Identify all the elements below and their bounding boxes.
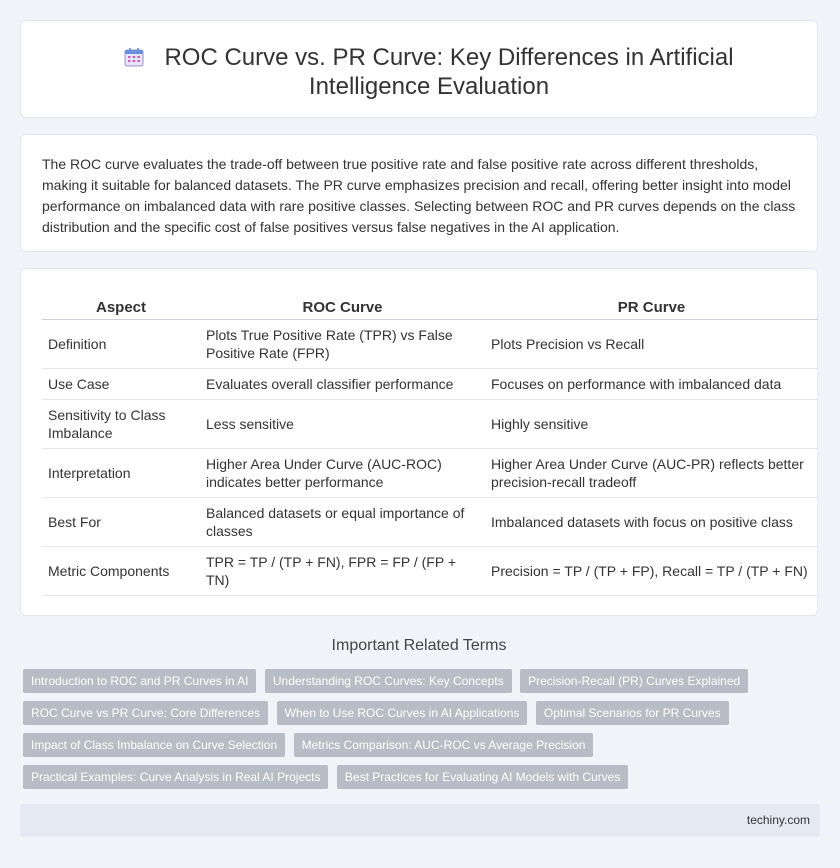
table-cell: Higher Area Under Curve (AUC-PR) reflects better precision-recall tradeoff [485,449,818,498]
footer-brand[interactable]: techiny.com [746,813,810,827]
related-tag[interactable]: Impact of Class Imbalance on Curve Selection [23,733,285,757]
related-tag[interactable]: Best Practices for Evaluating AI Models with Curves [337,765,628,789]
related-tag[interactable]: ROC Curve vs PR Curve: Core Differences [23,701,268,725]
page-title-wrap [61,43,797,101]
table-cell: Precision = TP / (TP + FP), Recall = TP / (TP + FN) [485,547,818,596]
table-cell: Balanced datasets or equal importance of classes [200,498,485,547]
header-roc: ROC Curve [200,295,485,320]
table-cell: Evaluates overall classifier performance [200,369,485,400]
table-row [42,320,818,369]
table-cell: Higher Area Under Curve (AUC-ROC) indicates better performance [200,449,485,498]
footer [20,804,820,837]
intro-card [20,134,818,252]
related-terms-tags [23,669,813,797]
table-cell: Imbalanced datasets with focus on positive class [485,498,818,547]
related-tag[interactable]: Precision-Recall (PR) Curves Explained [520,669,748,693]
header-pr: PR Curve [485,295,818,320]
related-tag[interactable]: Optimal Scenarios for PR Curves [536,701,729,725]
title-card [20,20,818,118]
related-tag[interactable]: Understanding ROC Curves: Key Concepts [265,669,512,693]
related-tag[interactable]: Introduction to ROC and PR Curves in AI [23,669,256,693]
calendar-icon [124,47,144,67]
intro-paragraph: The ROC curve evaluates the trade-off between true positive rate and false positive rate across different thresholds, making it suitable for balanced datasets. The PR curve emphasizes precision and recall, offering better insight into model performance on imbalanced data with rare positive classes. Selecting between ROC and PR curves depends on the class distribution and the specific cost of false positives versus false negatives in the AI application. [42,156,796,235]
related-tag[interactable]: Practical Examples: Curve Analysis in Real AI Projects [23,765,328,789]
table-cell: Definition [42,320,200,369]
table-cell: Sensitivity to Class Imbalance [42,400,200,449]
tag-row [23,669,813,701]
table-cell: Less sensitive [200,400,485,449]
table-header-row [42,295,818,320]
table-cell: Highly sensitive [485,400,818,449]
table-cell: Interpretation [42,449,200,498]
table-cell: Plots True Positive Rate (TPR) vs False Positive Rate (FPR) [200,320,485,369]
table-row [42,400,818,449]
table-cell: TPR = TP / (TP + FN), FPR = FP / (FP + TN) [200,547,485,596]
header-aspect: Aspect [42,295,200,320]
table-cell: Use Case [42,369,200,400]
table-row [42,369,818,400]
table-row [42,547,818,596]
tag-row [23,733,813,765]
comparison-table-card [20,268,818,616]
table-cell: Plots Precision vs Recall [485,320,818,369]
table-cell: Focuses on performance with imbalanced data [485,369,818,400]
page-title: ROC Curve vs. PR Curve: Key Differences in Artificial Intelligence Evaluation [164,44,734,100]
table-row [42,449,818,498]
related-tag[interactable]: Metrics Comparison: AUC-ROC vs Average Precision [294,733,594,757]
table-cell: Metric Components [42,547,200,596]
related-terms-title: Important Related Terms [331,637,507,654]
comparison-table [42,295,818,596]
tag-row [23,701,813,733]
table-row [42,498,818,547]
related-tag[interactable]: When to Use ROC Curves in AI Applications [277,701,528,725]
table-cell: Best For [42,498,200,547]
tag-row [23,765,813,797]
